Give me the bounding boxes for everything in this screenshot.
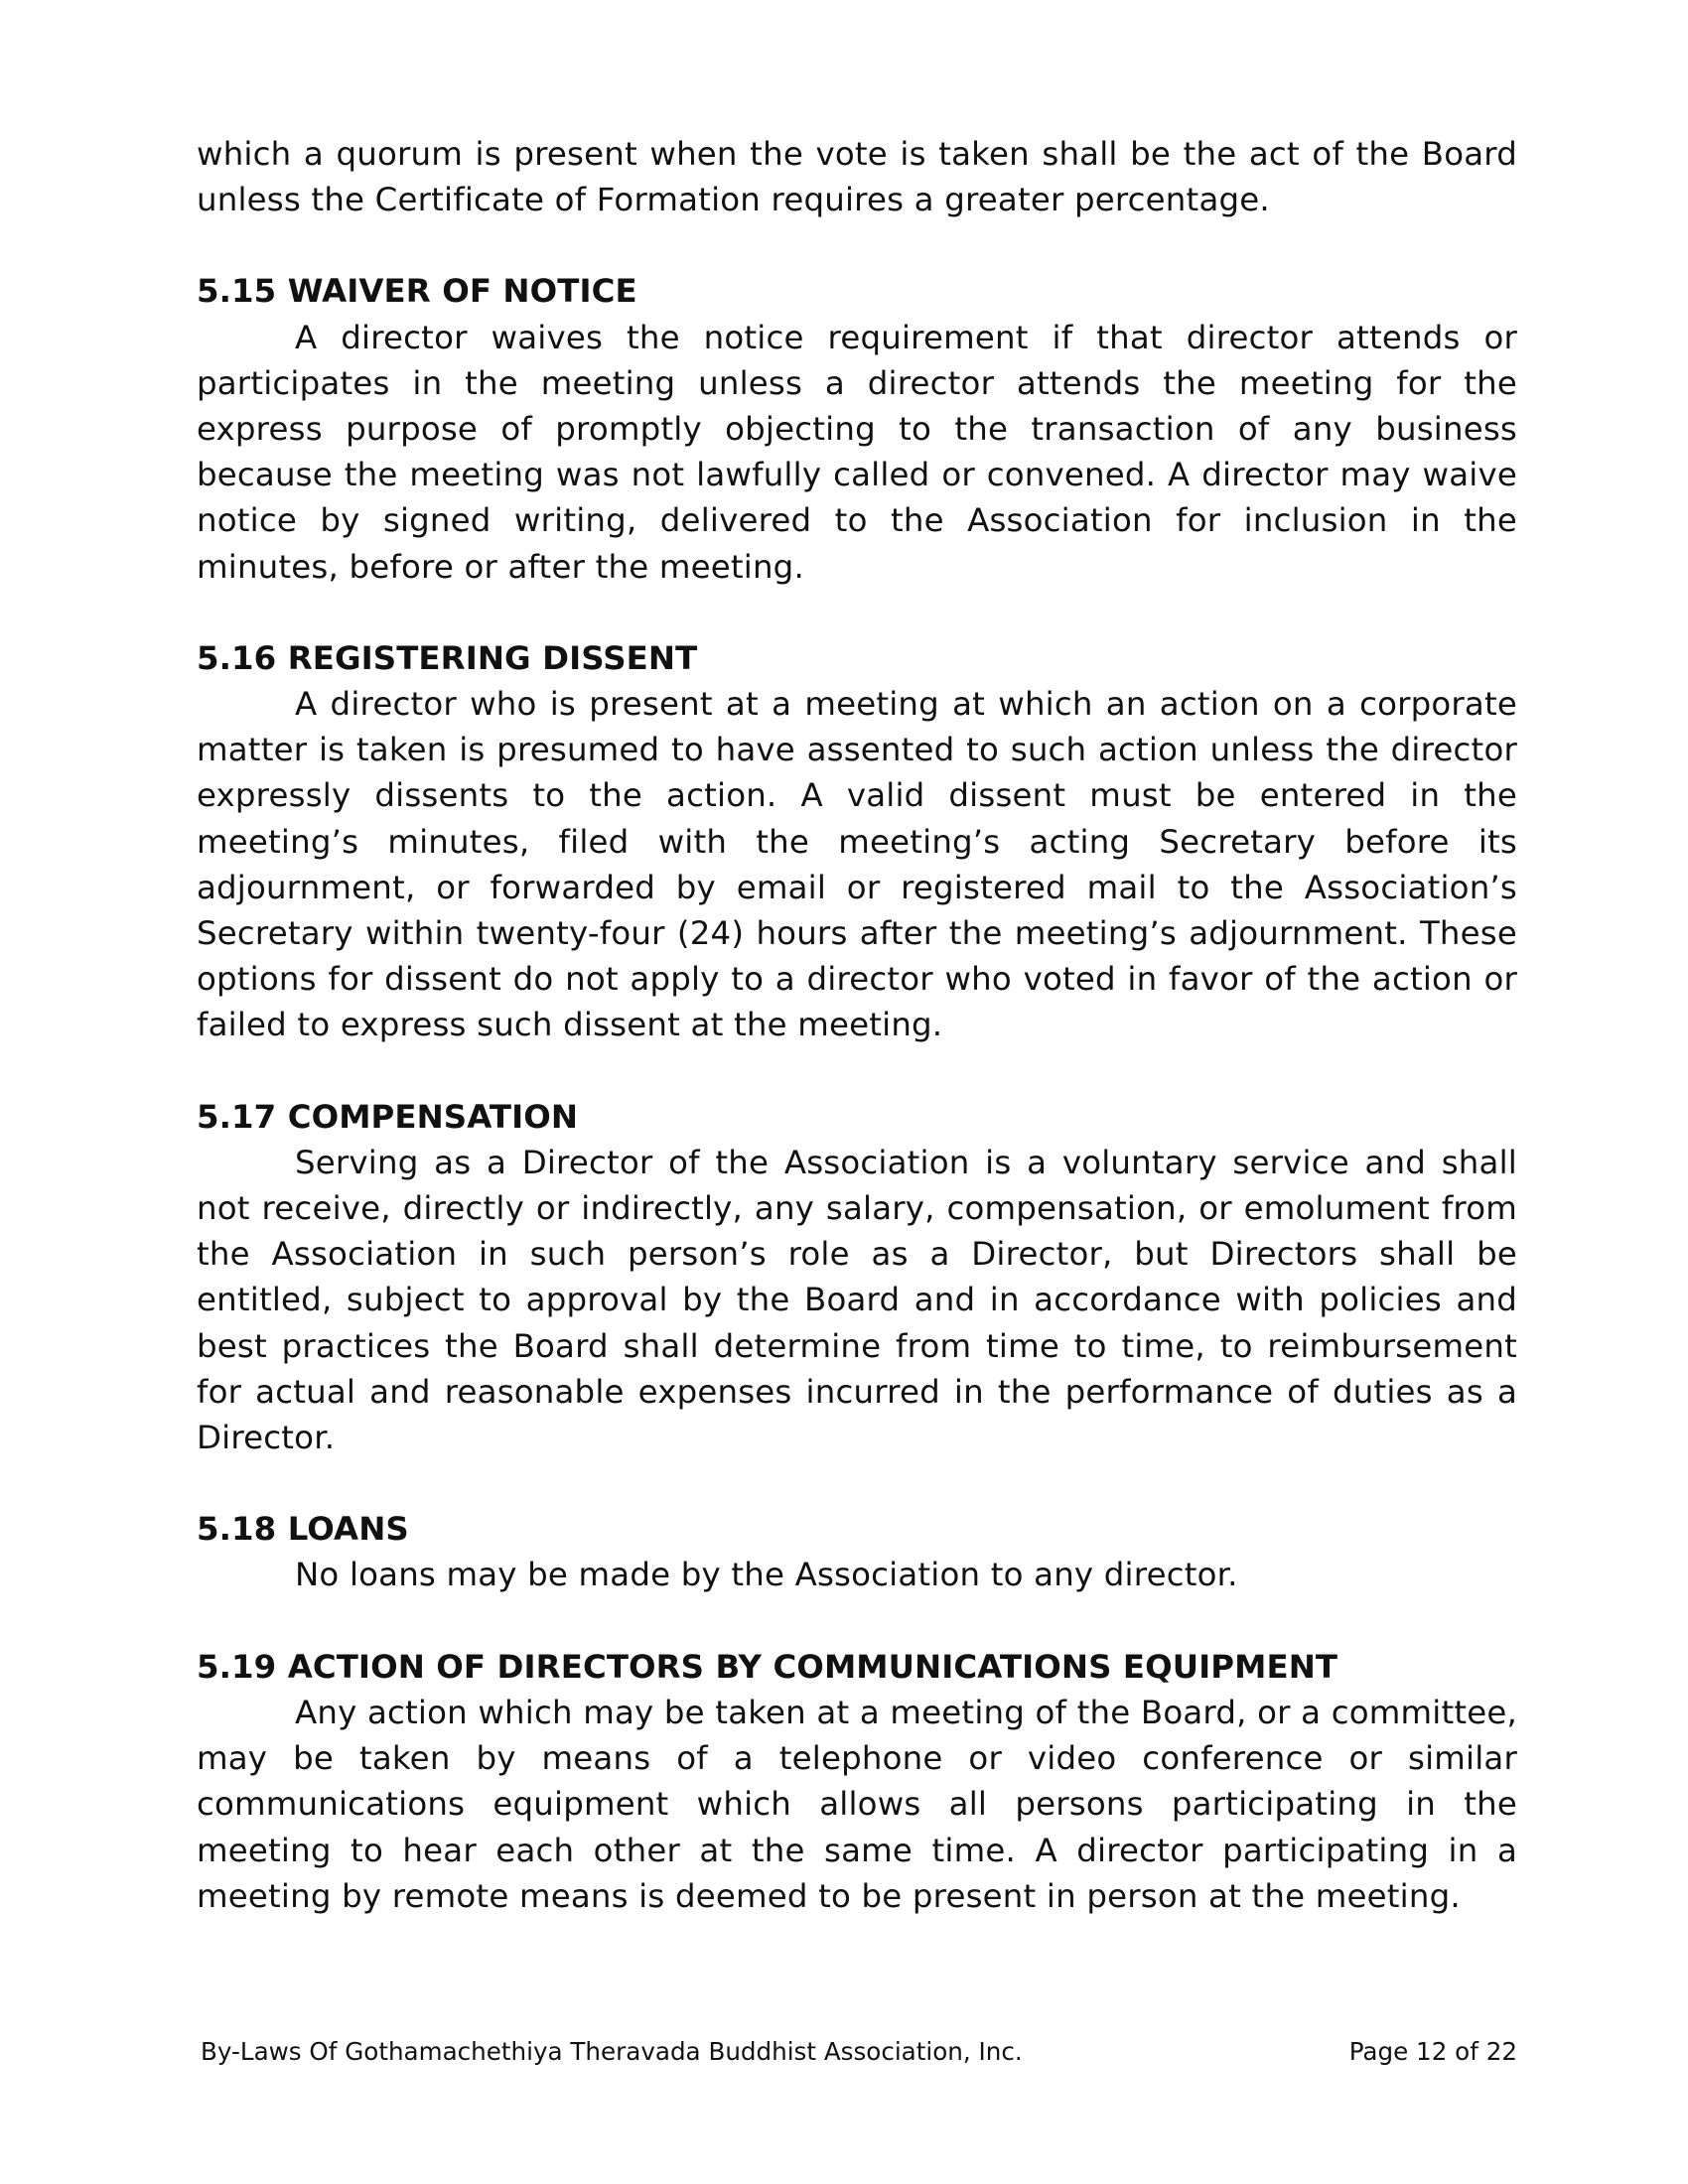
section-heading: 5.17 COMPENSATION — [197, 1097, 579, 1136]
footer-page-number: Page 12 of 22 — [1348, 2037, 1517, 2066]
section-heading: 5.16 REGISTERING DISSENT — [197, 638, 698, 677]
footer-document-title: By-Laws Of Gothamachethiya Theravada Buddhist Association, Inc. — [201, 2037, 1023, 2066]
section-5-16 — [197, 635, 1517, 1048]
section-heading: 5.19 ACTION OF DIRECTORS BY COMMUNICATIONS EQUIPMENT — [197, 1647, 1338, 1686]
section-body: A director who is present at a meeting at which an action on a corporate matter is taken is presumed to have assented to such action unless the director expressly dissents to the action. A valid dissent must be entered in the meeting’s minutes, filed with the meeting’s acting Secretary before its adjournment, or forwarded by email or registered mail to the Association’s Secretary within twenty-four (24) hours after the meeting’s adjournment. These options for dissent do not apply to a director who voted in favor of the action or failed to express such dissent at the meeting. — [197, 685, 1517, 1044]
intro-paragraph: which a quorum is present when the vote is taken shall be the act of the Board unless the Certificate of Formation requires a greater percentage. — [197, 135, 1517, 219]
section-body: A director waives the notice requirement if that director attends or participates in the meeting unless a director attends the meeting for the express purpose of promptly objecting to the transaction of any business because the meeting was not lawfully called or convened. A director may waive notice by signed writing, delivered to the Association for inclusion in the minutes, before or after the meeting. — [197, 318, 1517, 586]
section-5-18 — [197, 1506, 1517, 1597]
section-5-17 — [197, 1094, 1517, 1461]
section-body: Any action which may be taken at a meeting of the Board, or a committee, may be taken by means of a telephone or video conference or similar communications equipment which allows all persons participating in the meeting to hear each other at the same time. A director participating in a meeting by remote means is deemed to be present in person at the meeting. — [197, 1693, 1517, 1915]
section-heading: 5.15 WAIVER OF NOTICE — [197, 272, 637, 311]
document-page — [197, 131, 1517, 1919]
page-footer — [201, 2035, 1517, 2069]
section-5-15 — [197, 268, 1517, 589]
section-heading: 5.18 LOANS — [197, 1510, 409, 1549]
section-body: No loans may be made by the Association to any director. — [295, 1556, 1238, 1594]
section-5-19 — [197, 1644, 1517, 1919]
section-body: Serving as a Director of the Association is a voluntary service and shall not receive, directly or indirectly, any salary, compensation, or emolument from the Association in such person’s role as a Director, but Directors shall be entitled, subject to approval by the Board and in accordance with policies and best practices the Board shall determine from time to time, to reimbursement for actual and reasonable expenses incurred in the performance of duties as a Director. — [197, 1143, 1517, 1457]
